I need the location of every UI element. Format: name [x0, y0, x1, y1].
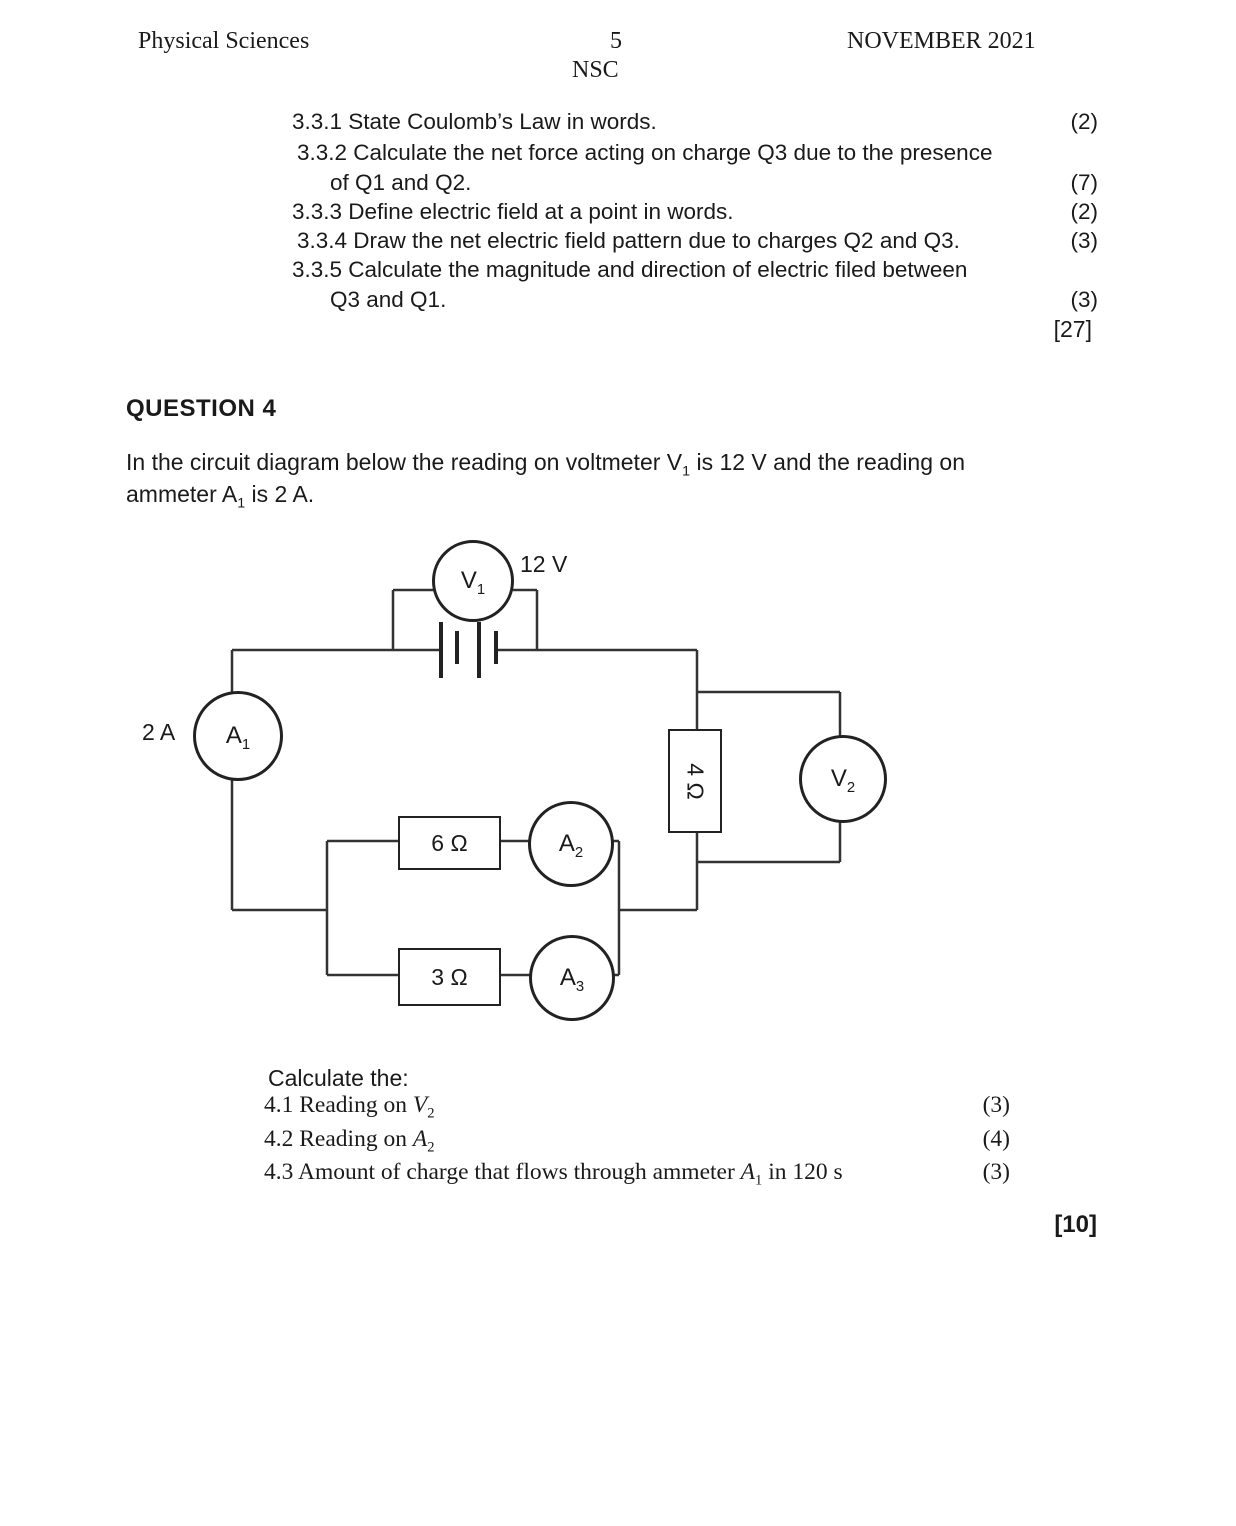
- question-3-3-3-marks: (2): [1070, 199, 1098, 224]
- resistor-6-ohm: [398, 816, 501, 870]
- question-4-1-marks: (3): [982, 1092, 1010, 1118]
- question-4-heading: QUESTION 4: [126, 395, 277, 422]
- ammeter-a1: [193, 691, 283, 781]
- battery-voltage-label: 12 V: [520, 551, 568, 577]
- question-3-3-4-text: 3.3.4 Draw the net electric field pattern due to charges Q2 and Q3.: [297, 228, 960, 253]
- question-3-3-2-marks: (7): [1070, 170, 1098, 195]
- question-4-3-marks: (3): [982, 1159, 1010, 1185]
- voltmeter-v2-label: $V_2$: [830, 765, 856, 796]
- resistor-6-ohm-label: 6 Ω: [431, 829, 468, 856]
- resistor-3-ohm: [398, 948, 501, 1006]
- battery-icon: [441, 622, 496, 678]
- ammeter-a1-label: $A_1$: [225, 722, 251, 753]
- question-3-3-3-text: 3.3.3 Define electric field at a point in words.: [292, 199, 734, 224]
- ammeter-a1-reading-label: 2 A: [142, 719, 176, 745]
- exam-date: NOVEMBER 2021: [847, 28, 1036, 54]
- question-4-2-text: 4.2 Reading on $A_2$: [264, 1126, 435, 1156]
- resistor-3-ohm-label: 3 Ω: [431, 963, 468, 990]
- question-3-3-4-marks: (3): [1070, 228, 1098, 253]
- question-4-intro-line2: ammeter $A_1$ is 2 A.: [126, 481, 315, 512]
- question-3-3-5-text-cont: Q3 and Q1.: [330, 287, 447, 312]
- exam-code: NSC: [572, 57, 619, 83]
- question-4-total-marks: [10]: [1054, 1211, 1097, 1238]
- question-3-3-5-marks: (3): [1070, 287, 1098, 312]
- wire-group: [232, 590, 840, 975]
- ammeter-a2-label: $A_2$: [558, 830, 584, 861]
- question-4-3-text: 4.3 Amount of charge that flows through ammeter $A_1$ in 120 s: [264, 1159, 843, 1189]
- voltmeter-v1-label: $V_1$: [460, 567, 486, 598]
- resistor-4-ohm-label: 4 Ω: [682, 762, 709, 800]
- calculate-heading: Calculate the:: [268, 1065, 409, 1091]
- question-3-3-1-marks: (2): [1070, 109, 1098, 134]
- question-4-2-marks: (4): [982, 1126, 1010, 1152]
- question-3-3-1-text: 3.3.1 State Coulomb’s Law in words.: [292, 109, 657, 134]
- question-3-total-marks: [27]: [1053, 316, 1092, 342]
- question-4-intro-line1: In the circuit diagram below the reading on voltmeter $V_1$ is 12 V and the reading on: [126, 449, 965, 480]
- ammeter-a3-label: $A_3$: [559, 964, 585, 995]
- question-4-1-text: 4.1 Reading on $V_2$: [264, 1092, 435, 1122]
- question-3-3-2-text: 3.3.2 Calculate the net force acting on charge Q3 due to the presence: [297, 140, 993, 165]
- ammeter-a3: [529, 935, 615, 1021]
- page-number: 5: [610, 28, 622, 54]
- resistor-4-ohm: [668, 729, 722, 833]
- voltmeter-v2: [799, 735, 887, 823]
- ammeter-a2: [528, 801, 614, 887]
- subject-label: Physical Sciences: [138, 28, 310, 54]
- voltmeter-v1: [432, 540, 514, 622]
- question-3-3-5-text: 3.3.5 Calculate the magnitude and direction of electric filed between: [292, 257, 968, 282]
- question-3-3-2-text-cont: of Q1 and Q2.: [330, 170, 472, 195]
